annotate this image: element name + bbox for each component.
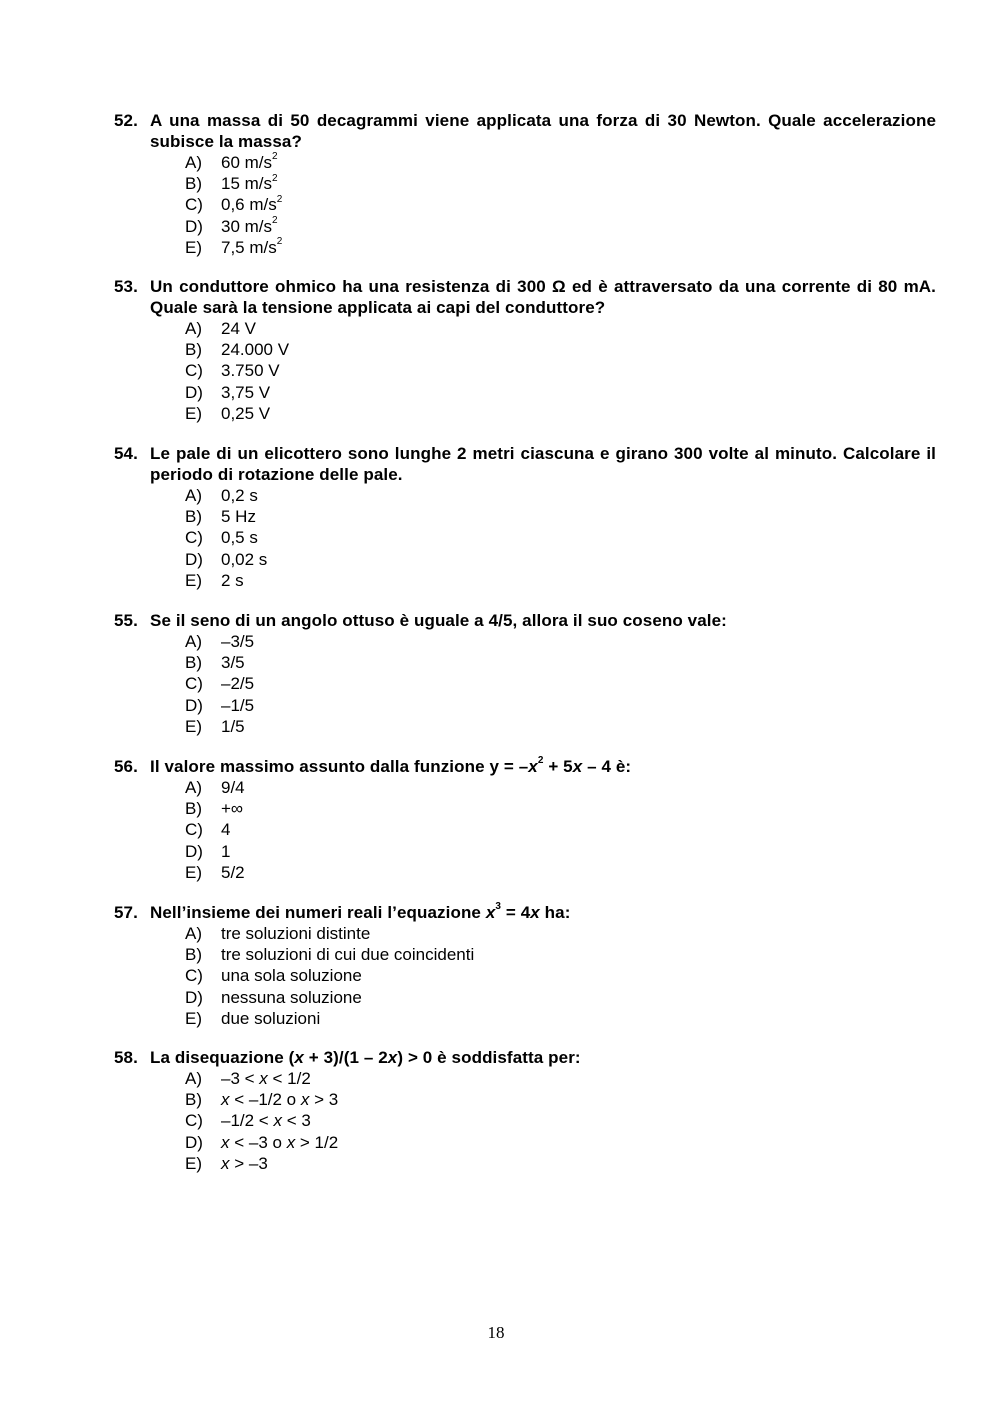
answer-text: due soluzioni xyxy=(221,1008,321,1028)
answer-text: 60 $m/s^2$ xyxy=(221,151,278,172)
answer-letter: E) xyxy=(185,862,202,882)
answer-text: nessuna soluzione xyxy=(221,987,362,1007)
answer-option xyxy=(185,237,936,258)
answer-option xyxy=(185,841,936,862)
answer-text: x < –3 o x > 1/2 xyxy=(221,1132,339,1152)
answer-option xyxy=(185,173,936,194)
answer-option xyxy=(185,695,936,716)
answer-text: 24 V xyxy=(221,319,256,338)
answer-letter: E) xyxy=(185,1008,202,1028)
answer-letter: B) xyxy=(185,340,202,360)
answer-letter: E) xyxy=(185,403,202,423)
answer-letter: C) xyxy=(185,195,203,215)
answer-option xyxy=(185,403,936,424)
question-number: 58. xyxy=(114,1048,138,1067)
answer-text: 0,5 s xyxy=(221,528,258,548)
question-body: La disequazione (x + 3)/(1 – 2x) > 0 è soddisfatta per: xyxy=(150,1048,581,1067)
question-text xyxy=(114,110,936,152)
answer-letter: D) xyxy=(185,987,203,1007)
question-body: Il valore massimo assunto dalla funzione $y = -x^2 + 5x - 4$ è: xyxy=(150,755,632,776)
question-number: 56. xyxy=(114,757,138,776)
answer-text: 0,25 V xyxy=(221,403,271,423)
answer-letter: D) xyxy=(185,1132,203,1152)
answer-text: 3,75 V xyxy=(221,382,271,402)
question-body: Un conduttore ohmico ha una resistenza di 300 Ω ed è attraversato da una corrente di 80 mA. Quale sarà la tensione applicata ai capi del conduttore? xyxy=(150,277,936,317)
answer-option xyxy=(185,527,936,548)
answer-text: 24.000 V xyxy=(221,340,290,360)
answer-text: 3.750 V xyxy=(221,361,280,381)
answer-option xyxy=(185,716,936,737)
answer-list xyxy=(114,777,936,883)
page-number: 18 xyxy=(487,1323,505,1342)
question-53 xyxy=(114,276,936,424)
answer-letter: A) xyxy=(185,632,202,651)
answer-letter: C) xyxy=(185,966,203,986)
answer-option xyxy=(185,1089,936,1110)
answer-letter: A) xyxy=(185,319,202,338)
question-number: 54. xyxy=(114,444,138,463)
answer-letter: A) xyxy=(185,486,202,505)
answer-option xyxy=(185,216,936,237)
question-body: Nell’insieme dei numeri reali l’equazione $x^3 = 4x$ ha: xyxy=(150,901,571,922)
answer-letter: D) xyxy=(185,382,203,402)
answer-letter: E) xyxy=(185,1153,202,1173)
answer-text: 0,2 s xyxy=(221,486,258,505)
answer-letter: B) xyxy=(185,1090,202,1110)
answer-option xyxy=(185,549,936,570)
answer-option xyxy=(185,382,936,403)
answer-letter: C) xyxy=(185,820,203,840)
answer-text: 3/5 xyxy=(221,653,245,673)
answer-list xyxy=(114,152,936,258)
answer-letter: E) xyxy=(185,716,202,736)
answer-text: 0,02 s xyxy=(221,549,268,569)
answer-option xyxy=(185,1068,936,1089)
answer-text: 1/5 xyxy=(221,716,245,736)
answer-text: –3/5 xyxy=(221,632,255,651)
answer-option xyxy=(185,506,936,527)
answer-letter: B) xyxy=(185,799,202,819)
answer-text: 0,6 $m/s^2$ xyxy=(221,193,283,215)
answer-text: –1/5 xyxy=(221,695,255,715)
answer-letter: D) xyxy=(185,549,203,569)
answer-list xyxy=(114,923,936,1029)
answer-letter: A) xyxy=(185,924,202,943)
answer-text: 5 Hz xyxy=(221,507,256,527)
answer-text: 5/2 xyxy=(221,862,245,882)
question-56 xyxy=(114,756,936,883)
answer-letter: D) xyxy=(185,216,203,236)
question-text xyxy=(114,276,936,318)
answer-list xyxy=(114,318,936,424)
question-number: 53. xyxy=(114,277,138,296)
question-body: A una massa di 50 decagrammi viene applicata una forza di 30 Newton. Quale accelerazione subisce la massa? xyxy=(150,111,936,151)
answer-text: –2/5 xyxy=(221,674,255,694)
answer-option xyxy=(185,570,936,591)
answer-text: x < –1/2 o x > 3 xyxy=(221,1090,339,1110)
answer-option xyxy=(185,987,936,1008)
question-55 xyxy=(114,610,936,737)
answer-text: 30 $m/s^2$ xyxy=(221,214,278,236)
answer-text: +∞ xyxy=(221,799,244,819)
answer-text: 7,5 $m/s^2$ xyxy=(221,236,283,257)
question-58 xyxy=(114,1047,936,1174)
answer-letter: C) xyxy=(185,674,203,694)
question-text xyxy=(114,443,936,485)
answer-text: 9/4 xyxy=(221,778,245,797)
question-text xyxy=(114,756,936,777)
answer-letter: D) xyxy=(185,695,203,715)
answer-text: tre soluzioni di cui due coincidenti xyxy=(221,945,475,965)
answer-letter: D) xyxy=(185,841,203,861)
question-52 xyxy=(114,110,936,258)
answer-text: 15 $m/s^2$ xyxy=(221,172,278,194)
answer-option xyxy=(185,923,936,944)
answer-text: –3 < x < 1/2 xyxy=(221,1069,311,1088)
answer-option xyxy=(185,360,936,381)
answer-text: 1 xyxy=(221,841,231,861)
answer-text: una sola soluzione xyxy=(221,966,362,986)
answer-option xyxy=(185,339,936,360)
answer-list xyxy=(114,631,936,737)
answer-option xyxy=(185,819,936,840)
answer-option xyxy=(185,194,936,215)
answer-option xyxy=(185,631,936,652)
answer-option xyxy=(185,965,936,986)
answer-text: 4 xyxy=(221,820,231,840)
answer-letter: E) xyxy=(185,237,202,257)
question-number: 52. xyxy=(114,111,138,130)
answer-letter: A) xyxy=(185,153,202,172)
answer-text: tre soluzioni distinte xyxy=(221,924,371,943)
answer-letter: C) xyxy=(185,361,203,381)
answer-option xyxy=(185,777,936,798)
answer-text: x > –3 xyxy=(221,1153,268,1173)
answer-list xyxy=(114,485,936,591)
answer-letter: C) xyxy=(185,1111,203,1131)
question-text xyxy=(114,902,936,923)
answer-letter: B) xyxy=(185,945,202,965)
answer-option xyxy=(185,798,936,819)
answer-list xyxy=(114,1068,936,1174)
question-number: 57. xyxy=(114,903,138,922)
answer-letter: A) xyxy=(185,1069,202,1088)
answer-option xyxy=(185,1132,936,1153)
question-body: Se il seno di un angolo ottuso è uguale a 4/5, allora il suo coseno vale: xyxy=(150,611,727,630)
answer-option xyxy=(185,1110,936,1131)
question-text xyxy=(114,1047,936,1068)
answer-option xyxy=(185,944,936,965)
answer-letter: B) xyxy=(185,653,202,673)
answer-option xyxy=(185,318,936,339)
answer-option xyxy=(185,652,936,673)
answer-letter: B) xyxy=(185,174,202,194)
answer-option xyxy=(185,1008,936,1029)
answer-option xyxy=(185,673,936,694)
answer-text: –1/2 < x < 3 xyxy=(221,1111,311,1131)
question-number: 55. xyxy=(114,611,138,630)
answer-letter: E) xyxy=(185,570,202,590)
answer-letter: B) xyxy=(185,507,202,527)
answer-option xyxy=(185,152,936,173)
answer-option xyxy=(185,862,936,883)
answer-letter: A) xyxy=(185,778,202,797)
answer-text: 2 s xyxy=(221,570,244,590)
question-text xyxy=(114,610,936,631)
question-57 xyxy=(114,902,936,1029)
answer-option xyxy=(185,1153,936,1174)
question-body: Le pale di un elicottero sono lunghe 2 metri ciascuna e girano 300 volte al minuto. Calcolare il periodo di rotazione delle pale. xyxy=(150,444,936,484)
question-54 xyxy=(114,443,936,591)
answer-letter: C) xyxy=(185,528,203,548)
answer-option xyxy=(185,485,936,506)
